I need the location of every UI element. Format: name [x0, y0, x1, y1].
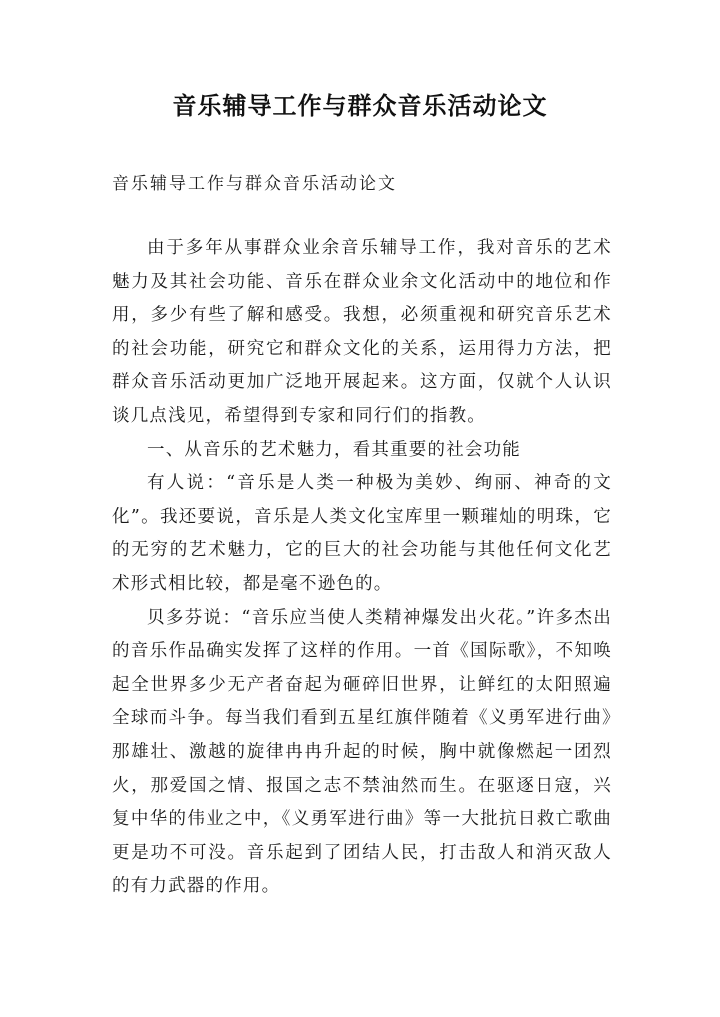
document-title: 音乐辅导工作与群众音乐活动论文: [172, 91, 548, 120]
paragraph-intro: 由于多年从事群众业余音乐辅导工作，我对音乐的艺术魅力及其社会功能、音乐在群众业余文化活动中的地位和作用，多少有些了解和感受。我想，必须重视和研究音乐艺术的社会功能，研究它和群众文化的关系，运用得力方法，把群众音乐活动更加广泛地开展起来。这方面，仅就个人认识谈几点浅见，希望得到专家和同行们的指教。: [112, 238, 612, 426]
document-body: [112, 232, 612, 904]
section-heading-1: 一、从音乐的艺术魅力，看其重要的社会功能: [147, 439, 521, 460]
document-subtitle: 音乐辅导工作与群众音乐活动论文: [112, 174, 397, 194]
paragraph-quote-music: 有人说：“音乐是人类一种极为美妙、绚丽、神奇的文化”。我还要说，音乐是人类文化宝库里一颗璀灿的明珠，它的无穷的艺术魅力，它的巨大的社会功能与其他任何文化艺术形式相比较，都是毫不逊色的。: [112, 473, 612, 594]
paragraph-beethoven: 贝多芬说：“音乐应当使人类精神爆发出火花。”许多杰出的音乐作品确实发挥了这样的作用。一首《国际歌》，不知唤起全世界多少无产者奋起为砸碎旧世界，让鲜红的太阳照遍全球而斗争。每当我们看到五星红旗伴随着《义勇军进行曲》那雄壮、激越的旋律冉冉升起的时候，胸中就像燃起一团烈火，那爱国之情、报国之志不禁油然而生。在驱逐日寇，兴复中华的伟业之中，《义勇军进行曲》等一大批抗日救亡歌曲更是功不可没。音乐起到了团结人民，打击敌人和消灭敌人的有力武器的作用。: [112, 607, 612, 897]
